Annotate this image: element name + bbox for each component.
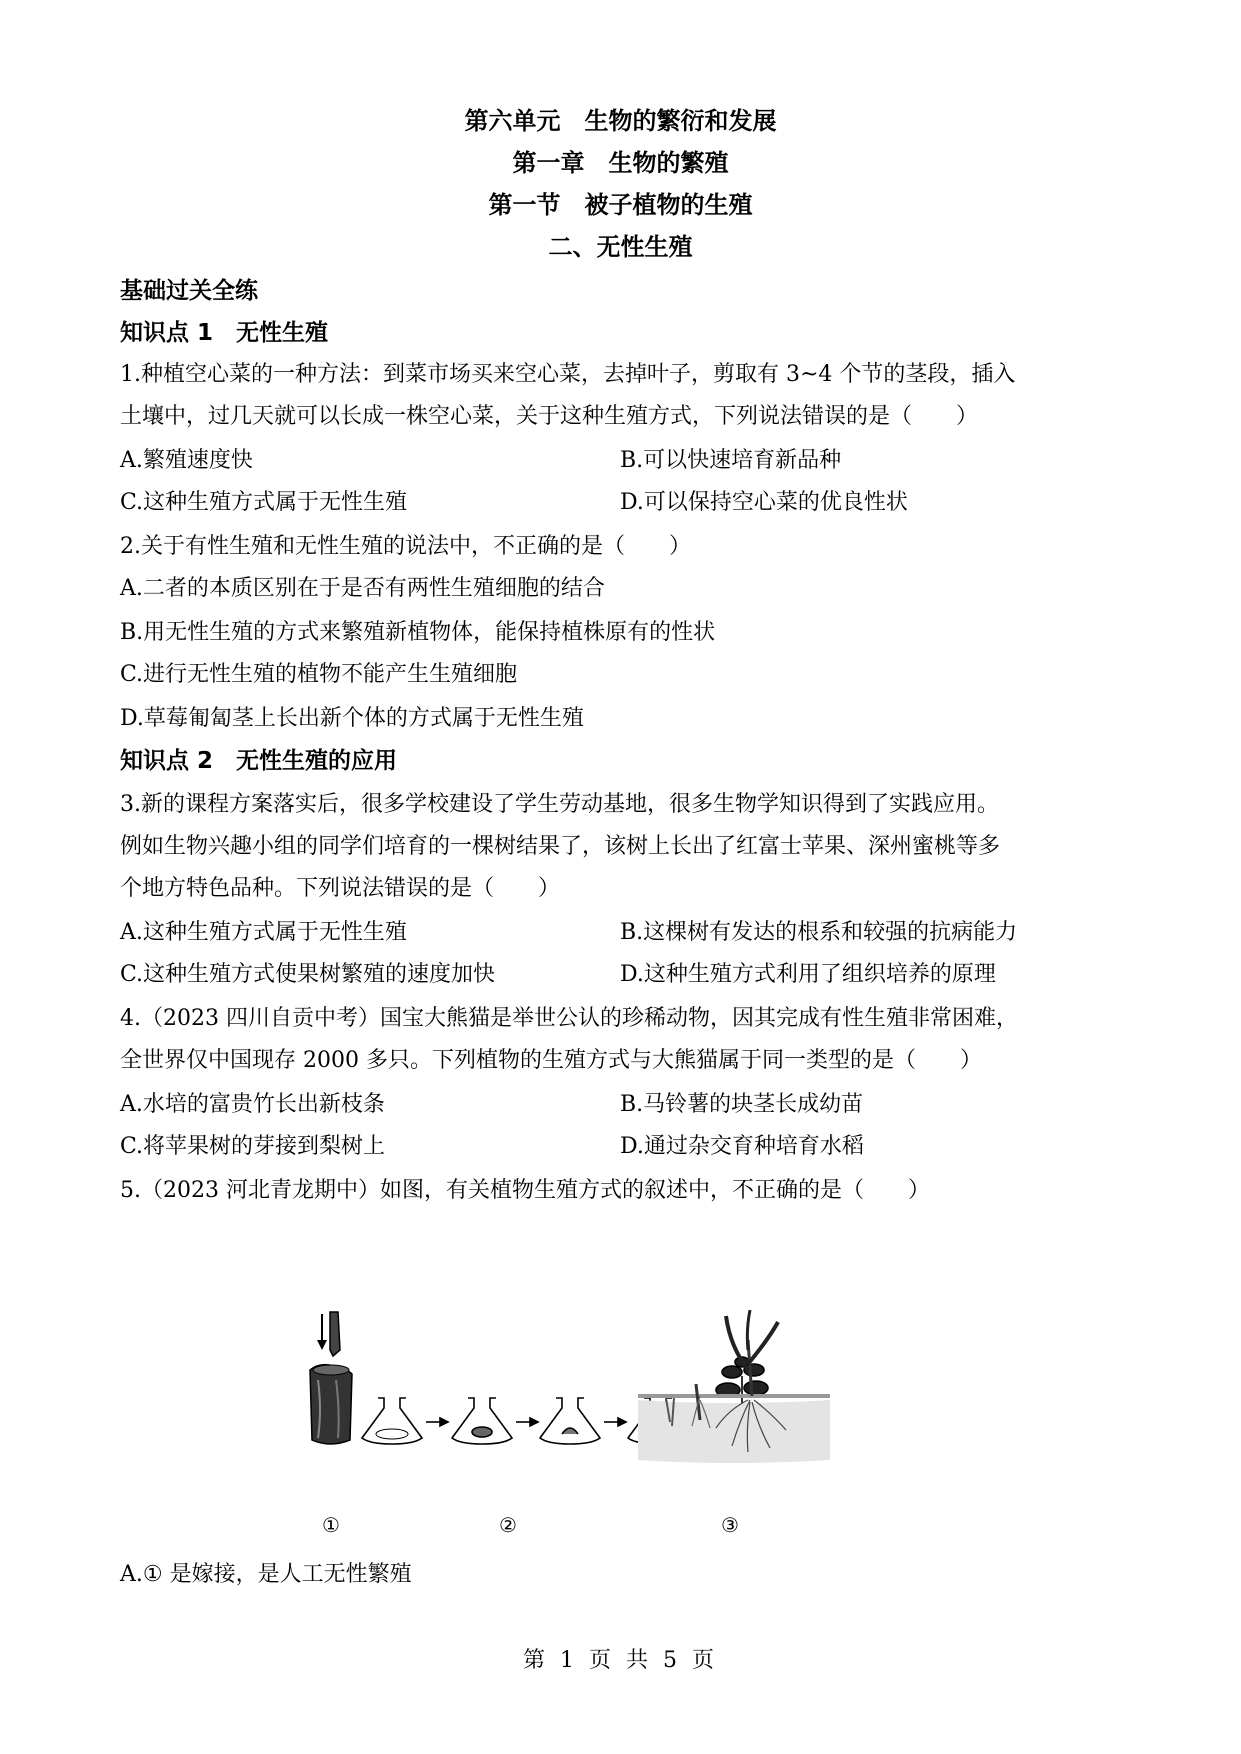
figure-label-2: ②	[499, 1513, 517, 1537]
q4-option-b: B.马铃薯的块茎长成幼苗	[620, 1092, 864, 1117]
section-title: 第一节 被子植物的生殖	[488, 191, 753, 219]
plant-reproduction-figure	[300, 1310, 940, 1540]
figure-label-1: ①	[322, 1513, 340, 1537]
q5-stem: 5.（2023 河北青龙期中）如图，有关植物生殖方式的叙述中，不正确的是（ ）	[120, 1178, 930, 1203]
knowledge-point-2-heading: 知识点 2 无性生殖的应用	[120, 748, 398, 774]
q3-option-b: B.这棵树有发达的根系和较强的抗病能力	[620, 920, 1018, 945]
q5-option-a: A.① 是嫁接，是人工无性繁殖	[120, 1562, 412, 1587]
q4-option-c: C.将苹果树的芽接到梨树上	[120, 1134, 386, 1159]
q2-option-b: B.用无性生殖的方式来繁殖新植物体，能保持植株原有的性状	[120, 620, 716, 645]
page-footer: 第 1 页 共 5 页	[523, 1648, 718, 1673]
q2-option-d: D.草莓匍匐茎上长出新个体的方式属于无性生殖	[120, 706, 584, 731]
q4-option-d: D.通过杂交育种培育水稻	[620, 1134, 864, 1159]
q4-option-a: A.水培的富贵竹长出新枝条	[120, 1092, 385, 1117]
q2-option-c: C.进行无性生殖的植物不能产生生殖细胞	[120, 662, 518, 687]
q3-option-d: D.这种生殖方式利用了组织培养的原理	[620, 962, 996, 987]
subsection-title: 二、无性生殖	[548, 233, 693, 261]
q3-stem-line2: 例如生物兴趣小组的同学们培育的一棵树结果了，该树上长出了红富士苹果、深州蜜桃等多	[120, 834, 1001, 859]
q3-stem-line1: 3.新的课程方案落实后，很多学校建设了学生劳动基地，很多生物学知识得到了实践应用。	[120, 792, 999, 817]
q1-option-b: B.可以快速培育新品种	[620, 448, 842, 473]
q1-option-a: A.繁殖速度快	[120, 448, 253, 473]
q1-stem-line2: 土壤中，过几天就可以长成一株空心菜，关于这种生殖方式，下列说法错误的是（ ）	[120, 404, 979, 429]
q4-stem-line1: 4.（2023 四川自贡中考）国宝大熊猫是举世公认的珍稀动物，因其完成有性生殖非常困难，	[120, 1006, 1018, 1031]
q2-option-a: A.二者的本质区别在于是否有两性生殖细胞的结合	[120, 576, 605, 601]
q3-option-c: C.这种生殖方式使果树繁殖的速度加快	[120, 962, 496, 987]
knowledge-point-1-heading: 知识点 1 无性生殖	[120, 320, 329, 346]
q3-stem-line3: 个地方特色品种。下列说法错误的是（ ）	[120, 876, 561, 901]
figure-label-3: ③	[721, 1513, 739, 1537]
q3-option-a: A.这种生殖方式属于无性生殖	[120, 920, 407, 945]
q1-stem-line1: 1.种植空心菜的一种方法：到菜市场买来空心菜，去掉叶子，剪取有 3~4 个节的茎段，插入	[120, 362, 1016, 387]
q2-stem: 2.关于有性生殖和无性生殖的说法中，不正确的是（ ）	[120, 534, 691, 559]
q4-stem-line2: 全世界仅中国现存 2000 多只。下列植物的生殖方式与大熊猫属于同一类型的是（ ）	[120, 1048, 982, 1073]
basic-practice-heading: 基础过关全练	[120, 278, 258, 304]
q1-option-d: D.可以保持空心菜的优良性状	[620, 490, 908, 515]
chapter-title: 第一章 生物的繁殖	[512, 149, 729, 177]
grafting-illustration	[310, 1312, 352, 1444]
unit-title: 第六单元 生物的繁衍和发展	[464, 107, 777, 135]
q1-option-c: C.这种生殖方式属于无性生殖	[120, 490, 408, 515]
